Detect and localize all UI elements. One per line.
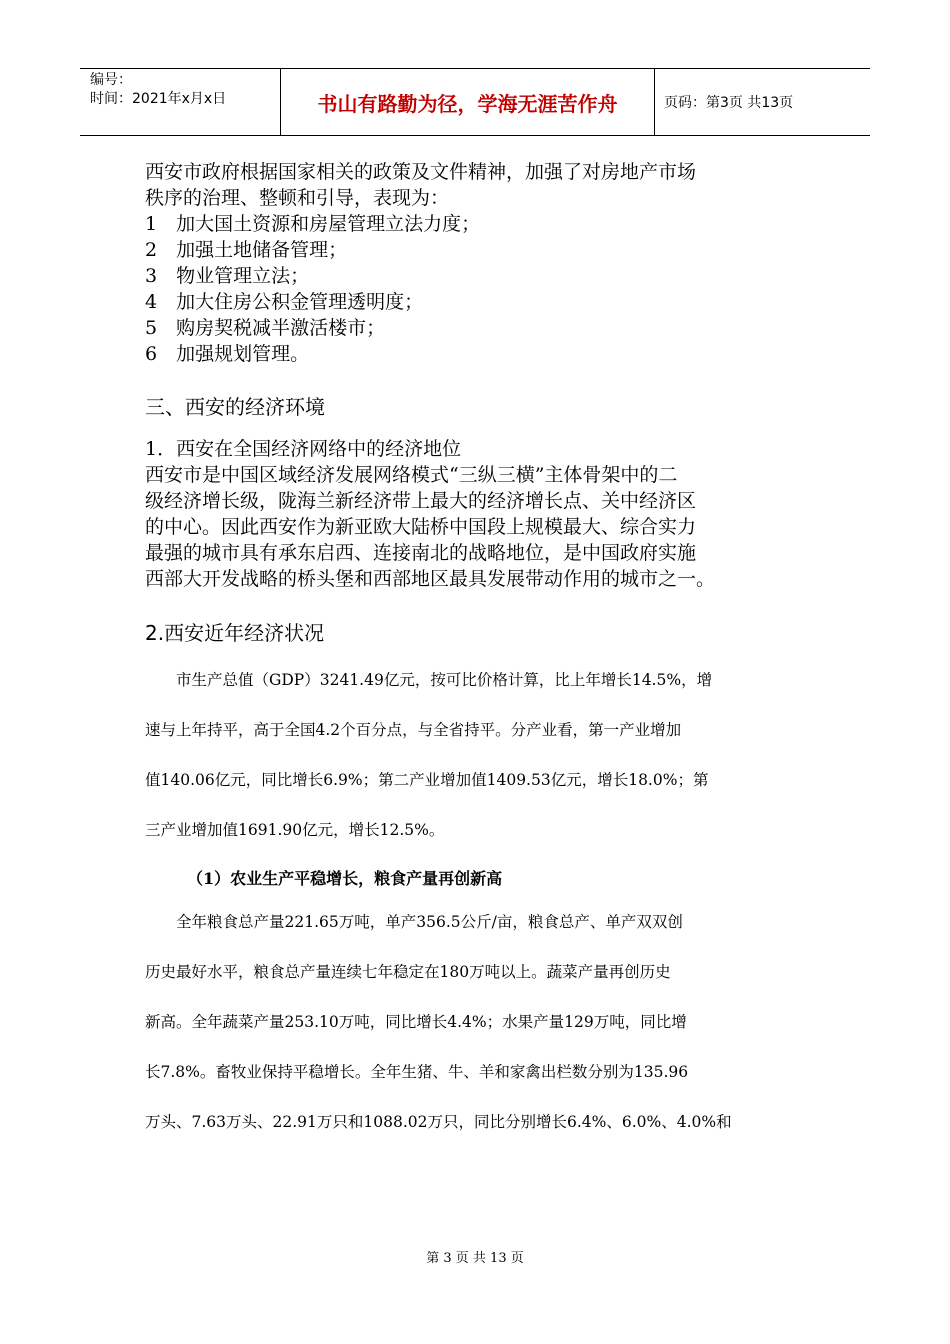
text-line: 速与上年持平，高于全国4.2个百分点，与全省持平。分产业看，第一产业增加 bbox=[145, 721, 682, 739]
document-header bbox=[80, 68, 870, 136]
list-item: 2 加强土地储备管理； bbox=[145, 239, 348, 261]
text-line: 西部大开发战略的桥头堡和西部地区最具发展带动作用的城市之一。 bbox=[145, 568, 716, 590]
document-number-label: 编号： bbox=[90, 72, 132, 88]
gdp-paragraph bbox=[145, 655, 712, 855]
text-line: 万头、7.63万头、22.91万只和1088.02万只，同比分别增长6.4%、6.0%、4.0%和 bbox=[145, 1113, 732, 1131]
text-line: 三产业增加值1691.90亿元，增长12.5%。 bbox=[145, 821, 445, 839]
header-motto: 书山有路勤为径，学海无涯苦作舟 bbox=[281, 69, 655, 135]
text-line: 最强的城市具有承东启西、连接南北的战略地位，是中国政府实施 bbox=[145, 542, 697, 564]
text-line: 值140.06亿元，同比增长6.9%；第二产业增加值1409.53亿元，增长18.0%；第 bbox=[145, 771, 709, 789]
agriculture-paragraph bbox=[145, 897, 732, 1147]
list-item: 3 物业管理立法； bbox=[145, 265, 310, 287]
page-footer: 第 3 页 共 13 页 bbox=[426, 1251, 524, 1266]
text-line: 的中心。因此西安作为新亚欧大陆桥中国段上规模最大、综合实力 bbox=[145, 516, 697, 538]
agriculture-heading: （1）农业生产平稳增长，粮食产量再创新高 bbox=[187, 869, 503, 888]
text-line: 秩序的治理、整顿和引导，表现为： bbox=[145, 187, 450, 209]
text-line: 级经济增长级，陇海兰新经济带上最大的经济增长点、关中经济区 bbox=[145, 490, 697, 512]
text-line: 市生产总值（GDP）3241.49亿元，按可比价格计算，比上年增长14.5%，增 bbox=[145, 671, 713, 689]
text-line: 历史最好水平，粮食总产量连续七年稳定在180万吨以上。蔬菜产量再创历史 bbox=[145, 963, 671, 981]
intro-paragraph bbox=[145, 159, 815, 367]
header-page-info: 页码：第3页 共13页 bbox=[664, 95, 794, 111]
text-line: 西安市是中国区域经济发展网络模式“三纵三横”主体骨架中的二 bbox=[145, 464, 678, 486]
section-heading-economy: 三、西安的经济环境 bbox=[145, 395, 325, 419]
text-line: 新高。全年蔬菜产量253.10万吨，同比增长4.4%；水果产量129万吨，同比增 bbox=[145, 1013, 687, 1031]
text-line: 西安市政府根据国家相关的政策及文件精神，加强了对房地产市场 bbox=[145, 161, 697, 183]
economic-status-paragraph bbox=[145, 436, 815, 592]
text-line: 长7.8%。畜牧业保持平稳增长。全年生猪、牛、羊和家禽出栏数分别为135.96 bbox=[145, 1063, 689, 1081]
list-item: 1 加大国土资源和房屋管理立法力度； bbox=[145, 213, 481, 235]
list-item: 4 加大住房公积金管理透明度； bbox=[145, 291, 424, 313]
list-item: 5 购房契税减半激活楼市； bbox=[145, 317, 386, 339]
subsection-title: 1．西安在全国经济网络中的经济地位 bbox=[145, 438, 462, 460]
document-time-label: 时间：2021年x月x日 bbox=[90, 91, 227, 107]
header-meta bbox=[80, 69, 281, 135]
section-heading-recent-economy: 2.西安近年经济状况 bbox=[145, 621, 325, 645]
text-line: 全年粮食总产量221.65万吨，单产356.5公斤/亩，粮食总产、单产双双创 bbox=[145, 913, 683, 931]
list-item: 6 加强规划管理。 bbox=[145, 343, 310, 365]
